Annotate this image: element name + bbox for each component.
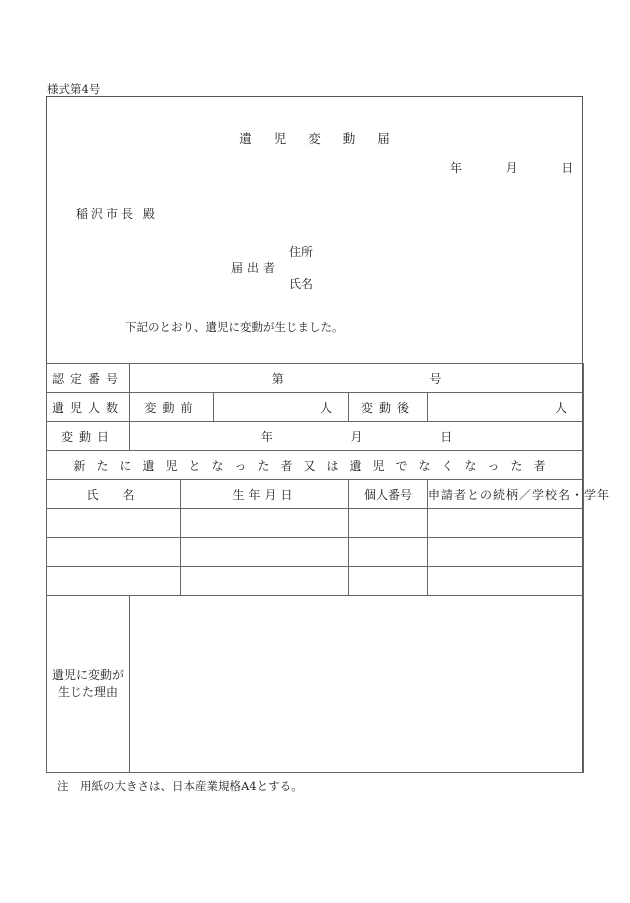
- change-date-month: 月: [350, 429, 363, 444]
- col-name: 氏 名: [47, 480, 181, 509]
- before-unit: 人: [319, 400, 332, 415]
- entry-relation-field[interactable]: [428, 509, 584, 538]
- reason-label: 遺児に変動が生じた理由: [47, 596, 130, 773]
- table-row: [47, 567, 584, 596]
- entry-relation-field[interactable]: [428, 567, 584, 596]
- section-header: 新たに遺児となった者又は遺児でなくなった者: [47, 451, 584, 480]
- form-title: 遺 児 変 動 届: [239, 131, 390, 146]
- after-unit: 人: [555, 400, 568, 415]
- address-label: 住所: [289, 245, 314, 259]
- table-row: [47, 538, 584, 567]
- date-day-label: 日: [561, 161, 574, 175]
- cert-number-row: [47, 364, 584, 393]
- after-count-field[interactable]: [428, 393, 584, 422]
- reason-row: [47, 596, 584, 773]
- col-relation: 申請者との続柄／学校名・学年: [428, 480, 584, 509]
- change-date-row: [47, 422, 584, 451]
- change-date-day: 日: [440, 429, 453, 444]
- cert-number-label: 認定番号: [47, 364, 130, 393]
- entry-name-field[interactable]: [47, 538, 181, 567]
- orphan-count-row: [47, 393, 584, 422]
- detail-table: [46, 363, 611, 773]
- form-frame: [46, 96, 611, 773]
- addressee: 稲沢市長 殿: [76, 207, 158, 221]
- applicant-label: 届出者: [231, 261, 280, 275]
- lead-text: 下記のとおり、遺児に変動が生じました。: [125, 320, 344, 334]
- date-year-label: 年: [450, 161, 463, 175]
- entry-birth-field[interactable]: [181, 567, 349, 596]
- change-date-year: 年: [260, 429, 273, 444]
- entry-name-field[interactable]: [47, 509, 181, 538]
- reason-field[interactable]: [130, 596, 584, 773]
- orphan-count-label: 遺児人数: [47, 393, 130, 422]
- col-birth: 生年月日: [181, 480, 349, 509]
- paper-size-note: 注 用紙の大きさは、日本産業規格A4とする。: [57, 779, 303, 793]
- change-date-field[interactable]: [130, 422, 584, 451]
- entry-relation-field[interactable]: [428, 538, 584, 567]
- submission-date: [450, 159, 573, 176]
- entry-personal-no-field[interactable]: [349, 509, 428, 538]
- column-header-row: [47, 480, 584, 509]
- entry-name-field[interactable]: [47, 567, 181, 596]
- col-personal-no: 個人番号: [349, 480, 428, 509]
- date-month-label: 月: [505, 161, 518, 175]
- entry-personal-no-field[interactable]: [349, 567, 428, 596]
- cert-number-suffix: 号: [429, 371, 442, 386]
- entry-personal-no-field[interactable]: [349, 538, 428, 567]
- before-count-field[interactable]: [214, 393, 349, 422]
- table-row: [47, 509, 584, 538]
- cert-number-prefix: 第: [271, 371, 284, 386]
- before-label: 変動前: [130, 393, 214, 422]
- entry-birth-field[interactable]: [181, 509, 349, 538]
- section-header-row: [47, 451, 584, 480]
- entry-birth-field[interactable]: [181, 538, 349, 567]
- cert-number-field[interactable]: [130, 364, 584, 393]
- change-date-label: 変動日: [47, 422, 130, 451]
- form-number: 様式第4号: [47, 82, 101, 96]
- name-label: 氏名: [289, 277, 314, 291]
- after-label: 変動後: [349, 393, 428, 422]
